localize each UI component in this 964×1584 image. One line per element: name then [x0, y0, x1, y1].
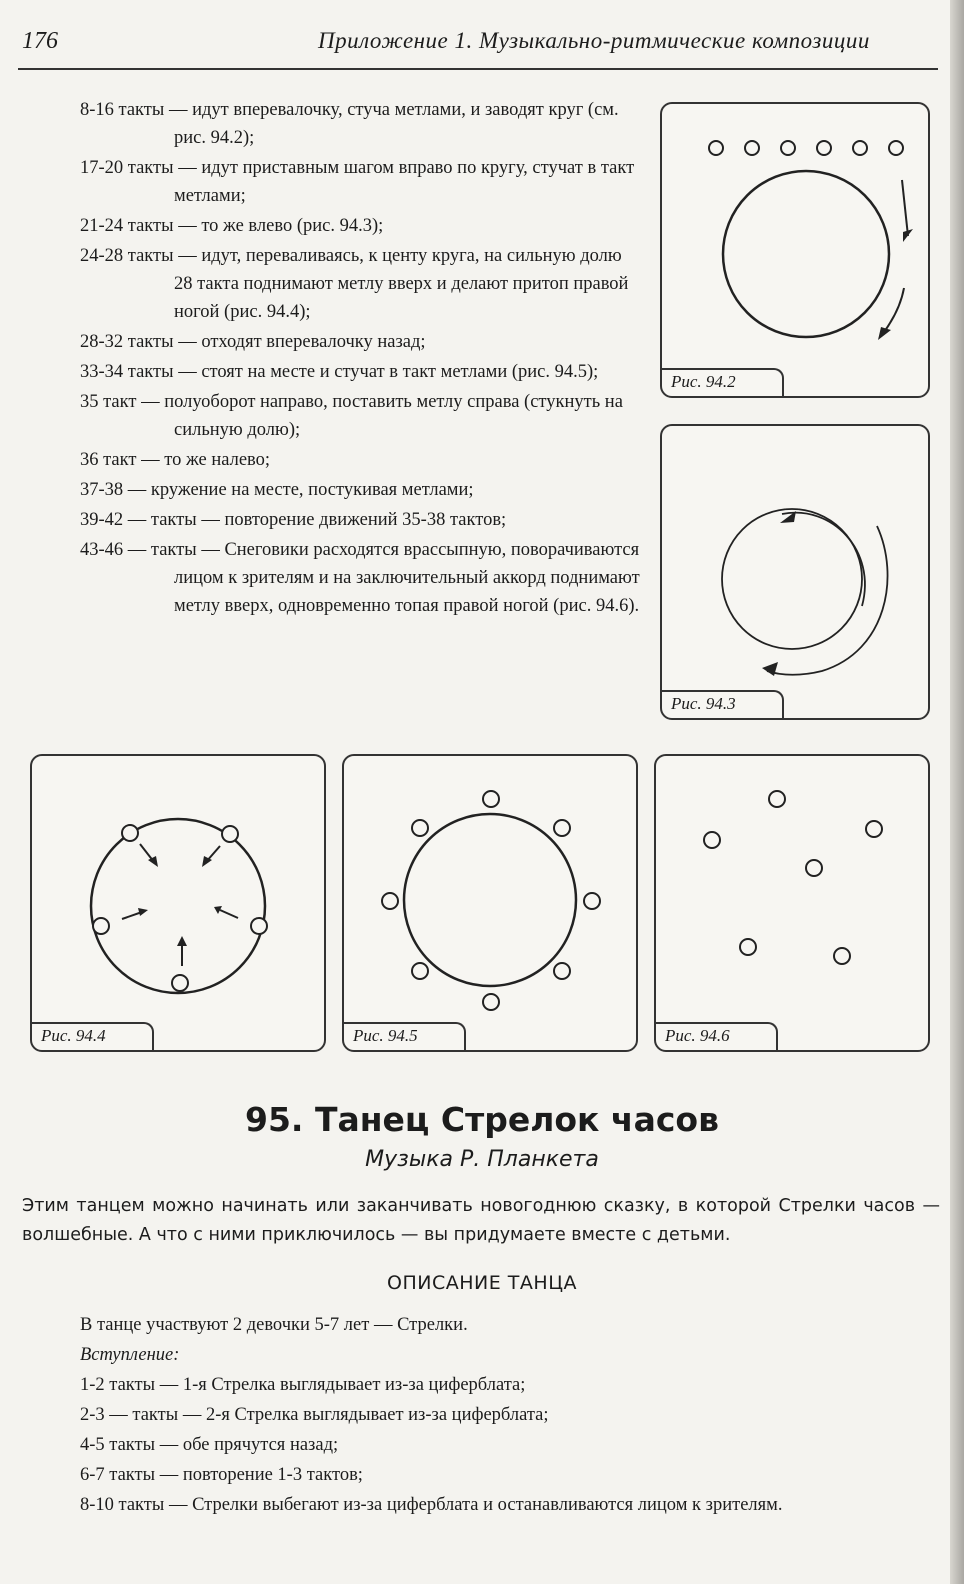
list-item: 17-20 такты — идут приставным шагом вправо по кругу, стучат в такт метлами; — [80, 158, 635, 206]
page-edge-shadow — [950, 0, 964, 1584]
running-title: Приложение 1. Музыкально-ритмические композиции — [318, 28, 870, 53]
figure-94-4-diagram — [32, 756, 324, 1050]
list-item: 8-16 такты — идут вперевалочку, стуча метлами, и заводят круг (см. рис. 94.2); — [80, 100, 619, 148]
figure-94-6 — [654, 754, 930, 1052]
figure-caption: Рис. 94.2 — [671, 372, 736, 391]
participants-text: В танце участвуют 2 девочки 5-7 лет — Стрелки. — [80, 1315, 468, 1335]
section-subtitle: Музыка Р. Планкета — [365, 1147, 599, 1172]
instruction-list — [80, 96, 640, 622]
page-number: 176 — [22, 28, 58, 54]
intro-label: Вступление: — [80, 1345, 180, 1365]
header-rule — [18, 68, 938, 70]
list-item: 24-28 такты — идут, переваливаясь, к центу круга, на сильную долю 28 такта поднимают метлу вверх и делают притоп правой ногой (рис. 94.4); — [80, 246, 629, 322]
list-item: 8-10 такты — Стрелки выбегают из-за циферблата и останавливаются лицом к зрителям. — [80, 1495, 783, 1515]
section-intro: Этим танцем можно начинать или заканчивать новогоднюю сказку, в которой Стрелки часов — волшебные. А что с ними приключилось — вы придумаете вместе с детьми. — [22, 1196, 940, 1245]
figure-94-3 — [660, 424, 930, 720]
dance-description — [80, 1310, 940, 1520]
list-item: 4-5 такты — обе прячутся назад; — [80, 1435, 339, 1455]
list-item: 6-7 такты — повторение 1-3 тактов; — [80, 1465, 363, 1485]
figure-94-2 — [660, 102, 930, 398]
list-item: 2-3 — такты — 2-я Стрелка выглядывает из-за циферблата; — [80, 1405, 549, 1425]
list-item: 21-24 такты — то же влево (рис. 94.3); — [80, 216, 384, 236]
section-title: 95. Танец Стрелок часов — [245, 1100, 719, 1139]
figure-94-6-diagram — [656, 756, 928, 1050]
list-item: 37-38 — кружение на месте, постукивая метлами; — [80, 480, 474, 500]
list-item: 39-42 — такты — повторение движений 35-38 тактов; — [80, 510, 507, 530]
description-heading: ОПИСАНИЕ ТАНЦА — [387, 1272, 577, 1294]
list-item: 36 такт — то же налево; — [80, 450, 271, 470]
list-item: 28-32 такты — отходят вперевалочку назад; — [80, 332, 426, 352]
list-item: 33-34 такты — стоят на месте и стучат в такт метлами (рис. 94.5); — [80, 362, 599, 382]
figure-caption: Рис. 94.3 — [671, 694, 736, 713]
figure-94-5-diagram — [344, 756, 636, 1050]
figure-caption: Рис. 94.5 — [353, 1026, 418, 1045]
figure-94-5 — [342, 754, 638, 1052]
list-item: 35 такт — полуоборот направо, поставить метлу справа (стукнуть на сильную долю); — [80, 392, 623, 440]
figure-94-3-diagram — [662, 426, 928, 718]
figure-caption: Рис. 94.6 — [665, 1026, 730, 1045]
figure-94-4 — [30, 754, 326, 1052]
figure-94-2-diagram — [662, 104, 928, 396]
figure-caption: Рис. 94.4 — [41, 1026, 106, 1045]
list-item: 1-2 такты — 1-я Стрелка выглядывает из-за циферблата; — [80, 1375, 526, 1395]
list-item: 43-46 — такты — Снеговики расходятся врассыпную, поворачиваются лицом к зрителям и на заключительный аккорд поднимают метлу вверх, одновременно топая правой ногой (рис. 94.6). — [80, 540, 640, 616]
